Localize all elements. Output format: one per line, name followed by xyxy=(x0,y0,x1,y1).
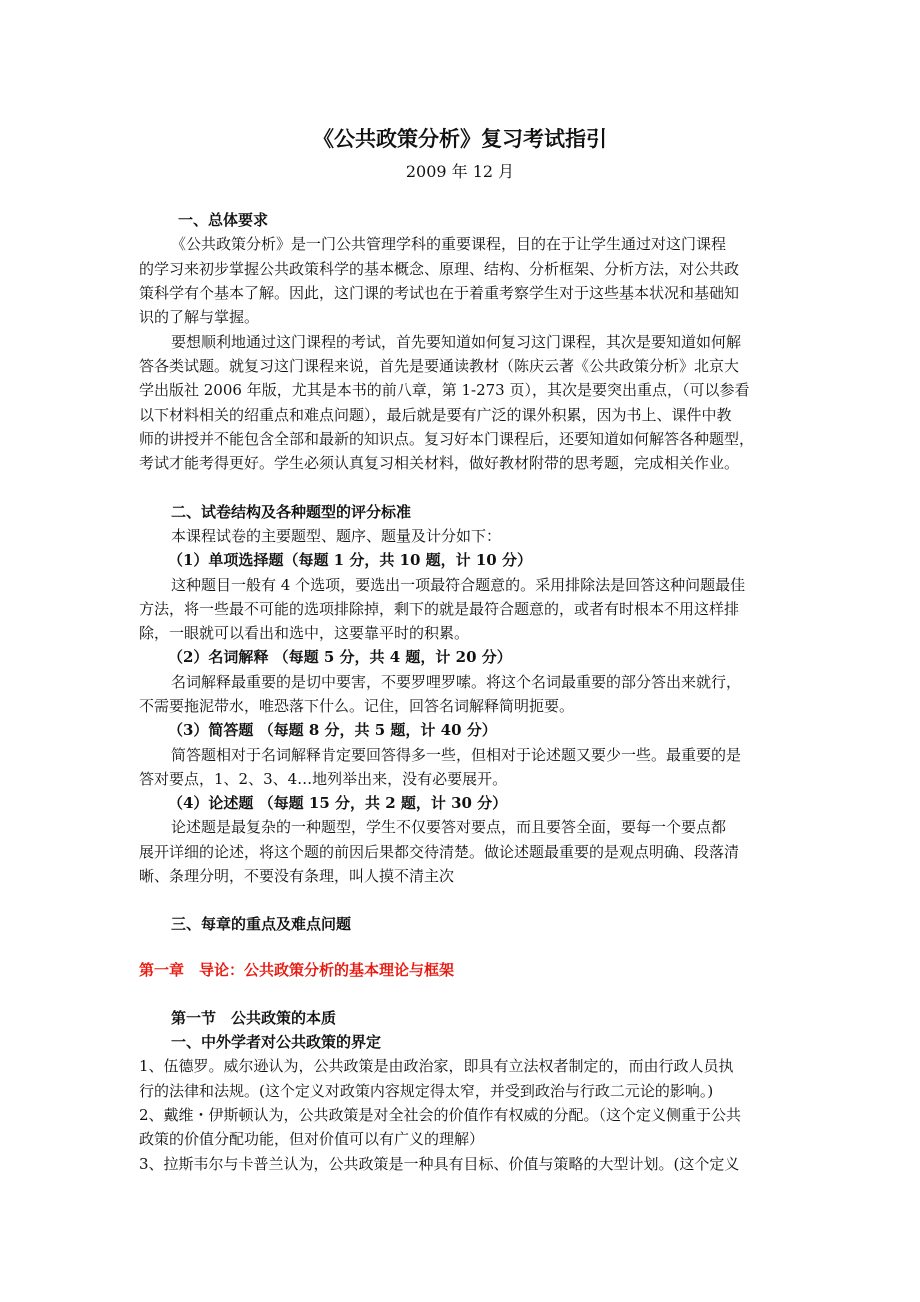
list-item-line: 3、拉斯韦尔与卡普兰认为，公共政策是一种具有目标、价值与策略的大型计划。(这个定义 xyxy=(139,1155,740,1173)
chapter-section-heading: 第一节 公共政策的本质 xyxy=(171,1009,337,1027)
list-item-line: 政策的价值分配功能，但对价值可以有广义的理解） xyxy=(139,1130,485,1148)
paragraph-line: 以下材料相关的绍重点和难点问题），最后就是要有广泛的课外积累，因为书上、课件中教 xyxy=(139,406,732,424)
paragraph-line: 这种题目一般有 4 个选项，要选出一项最符合题意的。采用排除法是回答这种问题最佳 xyxy=(171,576,746,594)
subsection-heading: 一、中外学者对公共政策的界定 xyxy=(171,1033,382,1051)
paragraph-line: 晰、条理分明，不要没有条理，叫人摸不清主次 xyxy=(139,867,455,885)
paragraph-line: 《公共政策分析》是一门公共管理学科的重要课程，目的在于让学生通过对这门课程 xyxy=(171,235,727,253)
paragraph-line: 考试才能考得更好。学生必须认真复习相关材料，做好教材附带的思考题，完成相关作业。 xyxy=(139,454,740,472)
list-item-line: 行的法律和法规。(这个定义对政策内容规定得太窄，并受到政治与行政二元论的影响。) xyxy=(139,1082,714,1100)
paragraph-line: 论述题是最复杂的一种题型，学生不仅要答对要点，而且要答全面，要每一个要点都 xyxy=(171,818,727,836)
paragraph-line: 简答题相对于名词解释肯定要回答得多一些，但相对于论述题又要少一些。最重要的是 xyxy=(171,746,742,764)
paragraph-line: 本课程试卷的主要题型、题序、题量及计分如下： xyxy=(171,527,502,545)
question-type-heading: （2）名词解释 （每题 5 分，共 4 题，计 20 分） xyxy=(168,648,512,666)
list-item-line: 2、戴维・伊斯顿认为，公共政策是对全社会的价值作有权威的分配。（这个定义侧重于公共 xyxy=(139,1106,742,1124)
chapter-heading: 第一章 导论：公共政策分析的基本理论与框架 xyxy=(139,961,455,979)
paragraph-line: 名词解释最重要的是切中要害，不要罗哩罗嗦。将这个名词最重要的部分答出来就行， xyxy=(171,673,742,691)
paragraph-line: 师的讲授并不能包含全部和最新的知识点。复习好本门课程后，还要知道如何解答各种题型， xyxy=(139,430,755,448)
paragraph-line: 方法，将一些最不可能的选项排除掉，剩下的就是最符合题意的，或者有时根本不用这样排 xyxy=(139,600,740,618)
paragraph-line: 识的了解与掌握。 xyxy=(139,308,260,326)
paragraph-line: 不需要拖泥带水，唯恐落下什么。记住，回答名词解释简明扼要。 xyxy=(139,697,575,715)
list-item-line: 1、伍德罗。威尔逊认为，公共政策是由政治家，即具有立法权者制定的，而由行政人员执 xyxy=(139,1057,734,1075)
question-type-heading: （1）单项选择题（每题 1 分，共 10 题，计 10 分） xyxy=(168,551,532,569)
question-type-heading: （4）论述题 （每题 15 分，共 2 题，计 30 分） xyxy=(168,794,508,812)
section-heading-key-points: 三、每章的重点及难点问题 xyxy=(171,915,352,933)
question-type-heading: （3）简答题 （每题 8 分，共 5 题，计 40 分） xyxy=(168,721,497,739)
paragraph-line: 学出版社 2006 年版，尤其是本书的前八章，第 1-273 页），其次是要突出重点，（可以参看 xyxy=(139,381,750,399)
paragraph-line: 答各类试题。就复习这门课程来说，首先是要通读教材（陈庆云著《公共政策分析》北京大 xyxy=(139,357,740,375)
paragraph-line: 策科学有个基本了解。因此，这门课的考试也在于着重考察学生对于这些基本状况和基础知 xyxy=(139,284,740,302)
paragraph-line: 答对要点，1、2、3、4…地列举出来，没有必要展开。 xyxy=(139,770,508,788)
paragraph-line: 展开详细的论述，将这个题的前因后果都交待清楚。做论述题最重要的是观点明确、段落清 xyxy=(139,843,740,861)
section-heading-exam-structure: 二、试卷结构及各种题型的评分标准 xyxy=(171,503,412,521)
paragraph-line: 要想顺利地通过这门课程的考试，首先要知道如何复习这门课程，其次是要知道如何解 xyxy=(171,333,742,351)
paragraph-line: 的学习来初步掌握公共政策科学的基本概念、原理、结构、分析框架、分析方法，对公共政 xyxy=(139,260,740,278)
section-heading-overall: 一、总体要求 xyxy=(178,211,269,229)
paragraph-line: 除，一眼就可以看出和选中，这要靠平时的积累。 xyxy=(139,624,470,642)
document-title: 《公共政策分析》复习考试指引 xyxy=(313,126,607,151)
document-date: 2009 年 12 月 xyxy=(405,162,515,181)
